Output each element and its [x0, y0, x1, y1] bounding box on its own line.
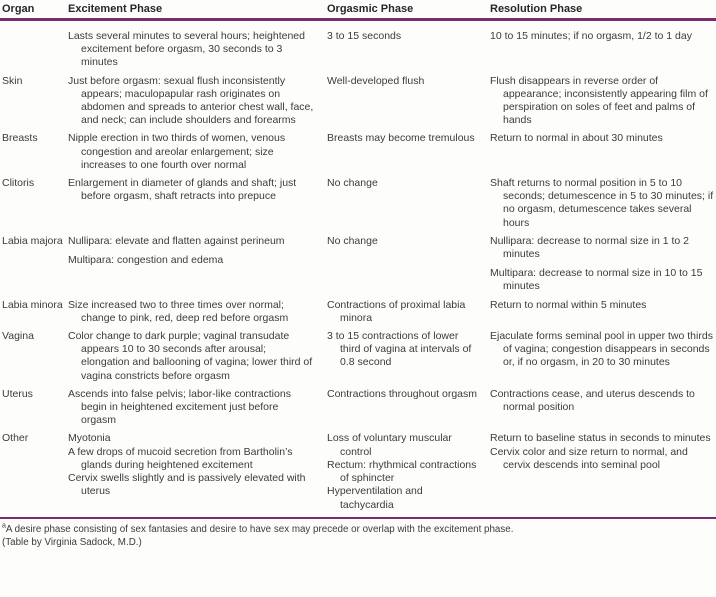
table-row-other [2, 432, 716, 511]
organ-label: Clitoris [2, 177, 35, 190]
cell-resolution: Return to normal within 5 minutes [490, 298, 647, 311]
table-row-breasts [2, 132, 716, 172]
footnote-desire-phase [2, 523, 716, 537]
cell-orgasmic: Well-developed flush [327, 74, 425, 87]
cell-excitement: Just before orgasm: sexual flush inconsistently appears; maculopapular rash originates on abdomen and spreads to anterior chest wall, face, and neck; can include shoulders and forearms [68, 74, 314, 127]
footer-rule [0, 517, 716, 519]
header-orgasmic-phase: Orgasmic Phase [327, 3, 414, 15]
cell-orgasmic: No change [327, 177, 378, 190]
cell-resolution: Multipara: decrease to normal size in 10 to 15 minutes [490, 267, 703, 293]
table-body [2, 30, 716, 512]
table-row-skin [2, 75, 716, 128]
organ-label: Uterus [2, 387, 33, 400]
cell-orgasmic: Rectum: rhythmical contractions of sphincter [327, 458, 477, 485]
cell-excitement: Size increased two to three times over normal; change to pink, red, deep red before orgasm [68, 298, 289, 324]
organ-label: Skin [2, 74, 23, 87]
cell-orgasmic: Contractions of proximal labia minora [327, 298, 466, 324]
table-row-clitoris [2, 177, 716, 230]
footnotes [2, 523, 716, 550]
table-row-uterus [2, 388, 716, 428]
cell-resolution: 10 to 15 minutes; if no orgasm, 1/2 to 1 day [490, 30, 692, 42]
cell-resolution: Flush disappears in reverse order of appearance; inconsistently appearing film of perspiration on soles of feet and palms of hands [490, 74, 708, 127]
cell-resolution: Return to baseline status in seconds to minutes [490, 432, 711, 445]
cell-excitement: Nipple erection in two thirds of women, venous congestion and areolar enlargement; size increases to one fourth over normal [68, 132, 286, 171]
footnote-text: A desire phase consisting of sex fantasies and desire to have sex may precede or overlap with the excitement phase. [5, 523, 514, 535]
cell-resolution: Shaft returns to normal position in 5 to 10 seconds; detumescence in 5 to 30 minutes; if no orgasm, detumescence takes several hours [490, 177, 714, 229]
cell-resolution: Return to normal in about 30 minutes [490, 132, 663, 145]
cell-excitement: Color change to dark purple; vaginal transudate appears 10 to 30 seconds after arousal; elongation and ballooning of vagina; lower third of vagina constricts before orgasm [68, 330, 313, 382]
cell-orgasmic: 3 to 15 seconds [327, 30, 402, 42]
cell-orgasmic: Breasts may become tremulous [327, 132, 475, 145]
header-rule [0, 18, 716, 21]
cell-resolution: Nullipara: decrease to normal size in 1 to 2 minutes [490, 234, 690, 261]
cell-orgasmic: 3 to 15 contractions of lower third of vagina at intervals of 0.8 second [327, 330, 472, 369]
cell-excitement: Myotonia [68, 432, 111, 445]
cell-excitement: Cervix swells slightly and is passively elevated with uterus [68, 472, 306, 498]
footnote-credit: (Table by Virginia Sadock, M.D.) [2, 537, 142, 549]
header-excitement-phase: Excitement Phase [68, 3, 163, 15]
table-row-labia-majora [2, 235, 716, 294]
table-header-row [2, 2, 716, 16]
cell-excitement: Lasts several minutes to several hours; heightened excitement before orgasm, 30 seconds to 3 minutes [68, 30, 305, 69]
cell-resolution: Contractions cease, and uterus descends to normal position [490, 387, 695, 414]
header-organ: Organ [2, 3, 35, 15]
cell-excitement: A few drops of mucoid secretion from Bartholin’s glands during heightened excitement [68, 445, 293, 471]
footnote-marker: a [2, 522, 6, 530]
organ-label: Labia minora [2, 298, 63, 311]
cell-orgasmic: Contractions throughout orgasm [327, 387, 477, 400]
organ-label: Vagina [2, 330, 34, 343]
cell-excitement: Ascends into false pelvis; labor-like contractions begin in heightened excitement just before orgasm [68, 387, 291, 427]
header-resolution-phase: Resolution Phase [490, 3, 583, 15]
cell-resolution: Ejaculate forms seminal pool in upper two thirds of vagina; congestion disappears in seconds or, if no orgasm, in 20 to 30 minutes [490, 330, 713, 369]
table-row-vagina [2, 330, 716, 383]
table-row-labia-minora [2, 299, 716, 325]
organ-label: Breasts [2, 132, 38, 145]
cell-resolution: Cervix color and size return to normal, and cervix descends into seminal pool [490, 445, 688, 471]
cell-orgasmic: Loss of voluntary muscular control [327, 432, 452, 458]
table-row-duration [2, 30, 716, 70]
cell-excitement: Multipara: congestion and edema [68, 254, 224, 267]
cell-orgasmic: Hyperventilation and tachycardia [327, 485, 423, 511]
cell-excitement: Enlargement in diameter of glands and shaft; just before orgasm, shaft retracts into prepuce [68, 177, 297, 203]
cell-excitement: Nullipara: elevate and flatten against perineum [68, 234, 285, 247]
organ-label: Other [2, 432, 29, 445]
organ-label: Labia majora [2, 234, 63, 247]
cell-orgasmic: No change [327, 234, 378, 247]
